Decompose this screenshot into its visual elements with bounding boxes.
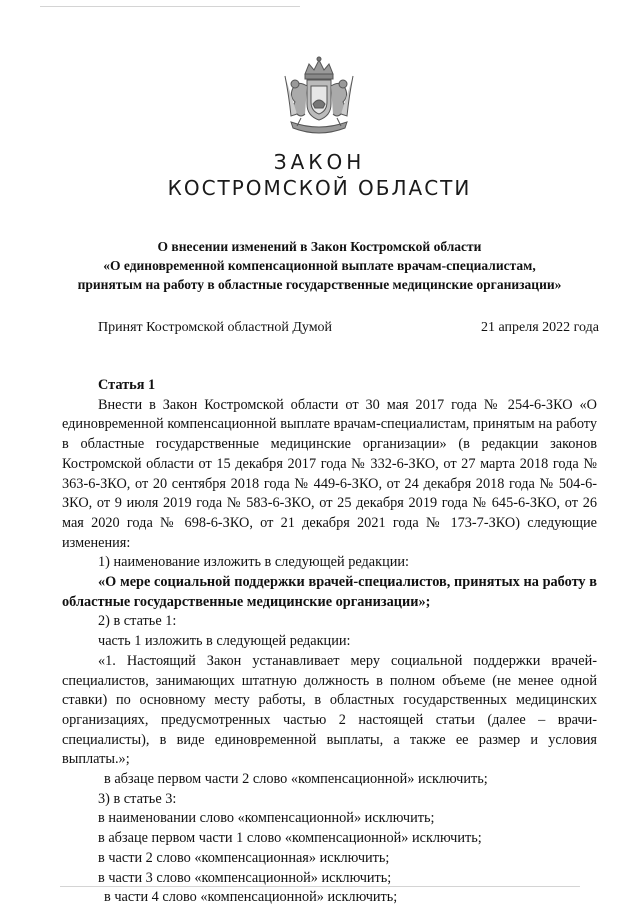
heading-line-2: «О единовременной компенсационной выплате врачам-специалистам, — [103, 258, 536, 273]
coat-of-arms-icon — [271, 56, 367, 142]
document-body — [62, 376, 597, 908]
item-3a: в наименовании слово «компенсационной» исключить; — [98, 810, 435, 827]
adopted-by: Принят Костромской областной Думой — [98, 320, 333, 335]
item-3e: в части 4 слово «компенсационной» исключить; — [104, 889, 398, 906]
law-title: ЗАКОН — [273, 150, 366, 174]
law-region: КОСТРОМСКОЙ ОБЛАСТИ — [167, 176, 472, 200]
quoted-part-1: «1. Настоящий Закон устанавливает меру социальной поддержки врачей-специалистов, занимающих штатную должность в полном объеме (не менее одной ставки) по основному месту работы, в областных государственных медицинских организациях, предусмотренных частью 2 настоящей статьи (далее – врачи-специалисты), в виде единовременной выплаты, а также ее размер и условия выплаты.»; — [62, 652, 597, 768]
item-3c: в части 2 слово «компенсационная» исключить; — [98, 849, 390, 866]
article-intro: Внести в Закон Костромской области от 30 мая 2017 года № 254-6-ЗКО «О единовременной компенсационной выплате врачам-специалистам, принятым на работу в областные государственные медицинские организации» (в редакции законов Костромской области от 15 декабря 2017 года № 332-6-ЗКО, от 27 марта 2018 года № 363-6-ЗКО, от 20 сентября 2018 года № 449-6-ЗКО, от 24 декабря 2018 года № 504-6-ЗКО, от 9 июля 2019 года № 583-6-ЗКО, от 25 декабря 2019 года № 645-6-ЗКО, от 26 мая 2020 года № 698-6-ЗКО, от 21 декабря 2021 года № 173-7-ЗКО) следующие изменения: — [62, 396, 597, 551]
scan-artifact-top — [40, 6, 300, 7]
item-3d: в части 3 слово «компенсационной» исключить; — [98, 869, 392, 886]
item-1: 1) наименование изложить в следующей редакции: — [98, 554, 409, 571]
item-2: 2) в статье 1: — [98, 613, 177, 630]
adoption-date: 21 апреля 2022 года — [481, 320, 599, 335]
heading-line-1: О внесении изменений в Закон Костромской области — [157, 239, 482, 254]
document-heading — [48, 237, 591, 294]
item-2b: в абзаце первом части 2 слово «компенсационной» исключить; — [104, 771, 488, 788]
article-title: Статья 1 — [98, 377, 156, 393]
heading-line-3: принятым на работу в областные государственные медицинские организации» — [77, 277, 562, 292]
item-3: 3) в статье 3: — [98, 790, 177, 807]
new-law-name: «О мере социальной поддержки врачей-специалистов, принятых на работу в областные государственные медицинские организации»; — [62, 574, 597, 610]
item-3b: в абзаце первом части 1 слово «компенсационной» исключить; — [98, 830, 482, 847]
item-2a: часть 1 изложить в следующей редакции: — [98, 633, 351, 650]
